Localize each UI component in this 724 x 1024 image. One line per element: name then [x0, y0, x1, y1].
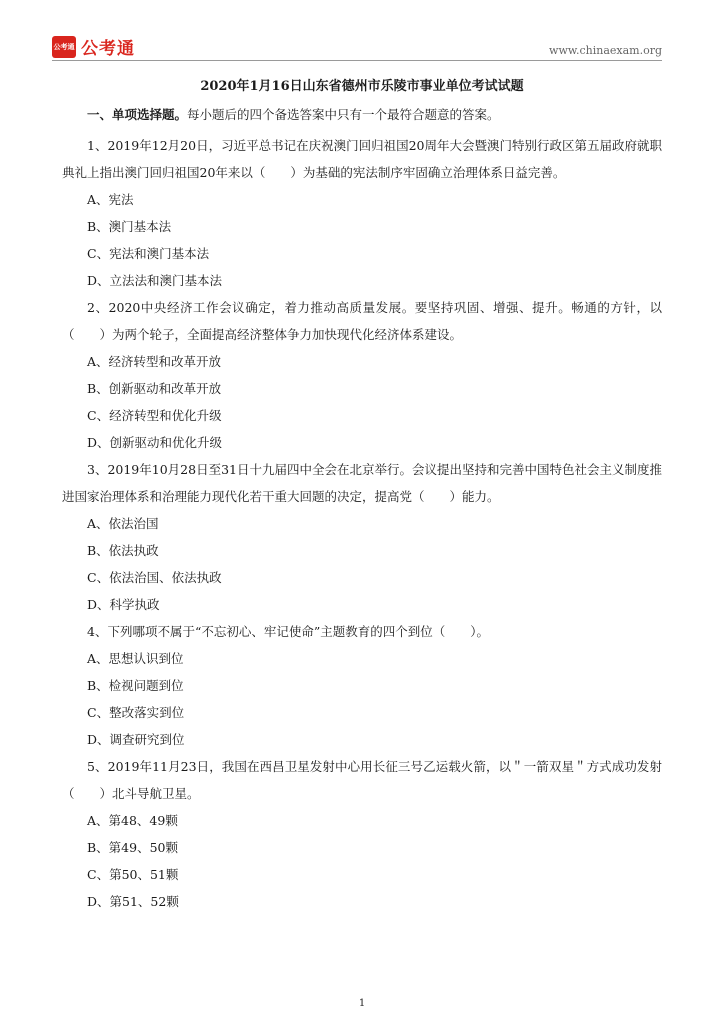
question-text: 2、2020中央经济工作会议确定，着力推动高质量发展。要坚持巩固、增强、提升。畅通的方针，以（ ）为两个轮子，全面提高经济整体争力加快现代化经济体系建设。 — [62, 300, 662, 342]
option-a: A、宪法 — [87, 192, 134, 207]
option-d: D、科学执政 — [87, 597, 160, 612]
option-d: D、立法法和澳门基本法 — [87, 273, 223, 288]
option-b: B、澳门基本法 — [87, 219, 172, 234]
option-c: C、宪法和澳门基本法 — [87, 246, 210, 261]
option-d: D、调查研究到位 — [87, 732, 185, 747]
logo-badge-icon: 公考通 — [52, 36, 76, 58]
header-divider — [52, 60, 662, 61]
option-a: A、思想认识到位 — [87, 651, 184, 666]
section-heading — [62, 104, 662, 126]
question-text: 5、2019年11月23日，我国在西昌卫星发射中心用长征三号乙运载火箭，以＂一箭双星＂方式成功发射（ ）北斗导航卫星。 — [62, 759, 662, 801]
question-5 — [62, 753, 662, 915]
option-c: C、依法治国、依法执政 — [87, 570, 222, 585]
option-b: B、第49、50颗 — [87, 840, 178, 855]
brand-logo — [52, 34, 135, 59]
document-body — [62, 76, 662, 915]
site-url: www.chinaexam.org — [549, 44, 662, 57]
question-4 — [62, 618, 662, 753]
question-text: 4、下列哪项不属于“不忘初心、牢记使命”主题教育的四个到位（ ）。 — [87, 624, 489, 639]
option-b: B、检视问题到位 — [87, 678, 184, 693]
option-c: C、第50、51颗 — [87, 867, 179, 882]
section-heading-label: 一、单项选择题。 — [87, 107, 188, 122]
option-a: A、依法治国 — [87, 516, 159, 531]
option-a: A、第48、49颗 — [87, 813, 178, 828]
option-b: B、依法执政 — [87, 543, 159, 558]
option-b: B、创新驱动和改革开放 — [87, 381, 222, 396]
question-2 — [62, 294, 662, 456]
option-c: C、整改落实到位 — [87, 705, 185, 720]
page-header — [52, 34, 662, 58]
option-a: A、经济转型和改革开放 — [87, 354, 222, 369]
option-d: D、第51、52颗 — [87, 894, 179, 909]
section-instruction: 每小题后的四个备选答案中只有一个最符合题意的答案。 — [187, 107, 500, 122]
logo-name: 公考通 — [81, 39, 135, 59]
question-1 — [62, 132, 662, 294]
question-text: 1、2019年12月20日，习近平总书记在庆祝澳门回归祖国20周年大会暨澳门特别行政区第五届政府就职典礼上指出澳门回归祖国20年来以（ ）为基础的宪法制序牢固确立治理体系日益完善。 — [62, 138, 662, 180]
document-title: 2020年1月16日山东省德州市乐陵市事业单位考试试题 — [200, 79, 524, 94]
question-3 — [62, 456, 662, 618]
option-d: D、创新驱动和优化升级 — [87, 435, 223, 450]
option-c: C、经济转型和优化升级 — [87, 408, 222, 423]
page-number: 1 — [358, 998, 366, 1009]
question-text: 3、2019年10月28日至31日十九届四中全会在北京举行。会议提出坚持和完善中国特色社会主义制度推进国家治理体系和治理能力现代化若干重大回题的决定，提高党（ ）能力。 — [62, 462, 662, 504]
